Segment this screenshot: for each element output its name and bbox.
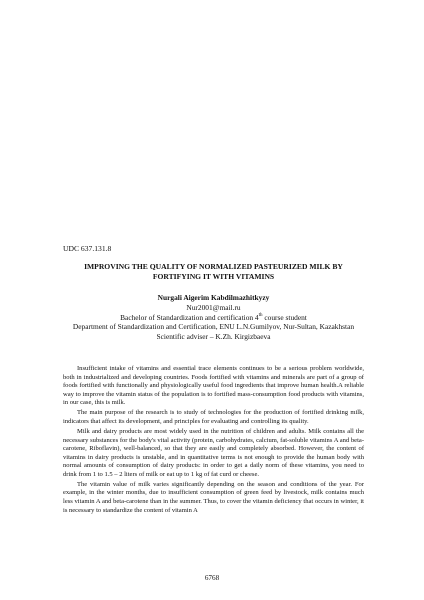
author-email: Nur2001@mail.ru: [186, 302, 241, 312]
udc-code: UDC 637.131.8: [63, 244, 112, 253]
author-position: [63, 313, 364, 323]
paper-title: IMPROVING THE QUALITY OF NORMALIZED PASTEURIZED MILK BY FORTIFYING IT WITH VITAMINS: [84, 262, 343, 281]
author-name: Nurgali Aigerim Kabdilmazhitkyzy: [157, 293, 270, 302]
author-position-text: Bachelor of Standardization and certification 4: [120, 312, 259, 322]
author-affiliation: Department of Standardization and Certification, ENU L.N.Gumilyov, Nur-Sultan, Kazakhstan: [72, 322, 355, 332]
page-number: 6768: [204, 574, 220, 582]
author-block: [63, 293, 364, 342]
paragraph: The main purpose of the research is to study of technologies for the production of fortified drinking milk, indicators that affect its development, and principles for evaluating and controlling its quality.: [63, 409, 364, 425]
paragraph: Insufficient intake of vitamins and essential trace elements continues to be a serious problem worldwide, both in industrialized and developing countries. Foods fortified with vitamins and minerals are part of a group of foods fortified with functionally and physiologically useful food ingredients that improve human health.A reliable way to improve the vitamin status of the population is to fortified mass-consumption food products with vitamins, in our case, this is milk.: [63, 365, 364, 407]
article-body: [63, 365, 364, 517]
scientific-adviser: Scientific adviser – K.Zh. Kirgizbaeva: [156, 332, 271, 342]
paragraph: The vitamin value of milk varies significantly depending on the season and conditions of the year. For example, in the winter months, due to insufficient consumption of green feed by livestock, milk contains much less vitamin A and beta-carotene than in the summer. Thus, to cover the vitamin deficiency that occurs in winter, it is necessary to standardize the content of vitamin A: [63, 480, 364, 514]
author-position-tail: course student: [262, 312, 307, 322]
paragraph: Milk and dairy products are most widely used in the nutrition of children and adults. Milk contains all the necessary substances for the body's vital activity (protein, carbohydrates, calcium, fat-soluble vitamins A and beta-carotene, Riboflavin), well-balanced, so that they are easily and completely absorbed. However, the content of vitamins in dairy products is unstable, and in quantitative terms is not enough to provide the human body with normal amounts of consumption of dairy products: in order to get a daily norm of these vitamins, you need to drink from 1 to 1.5 – 2 liters of milk or eat up to 1 kg of fat curd or cheese.: [63, 427, 364, 478]
author-position-sup: th: [258, 312, 263, 318]
